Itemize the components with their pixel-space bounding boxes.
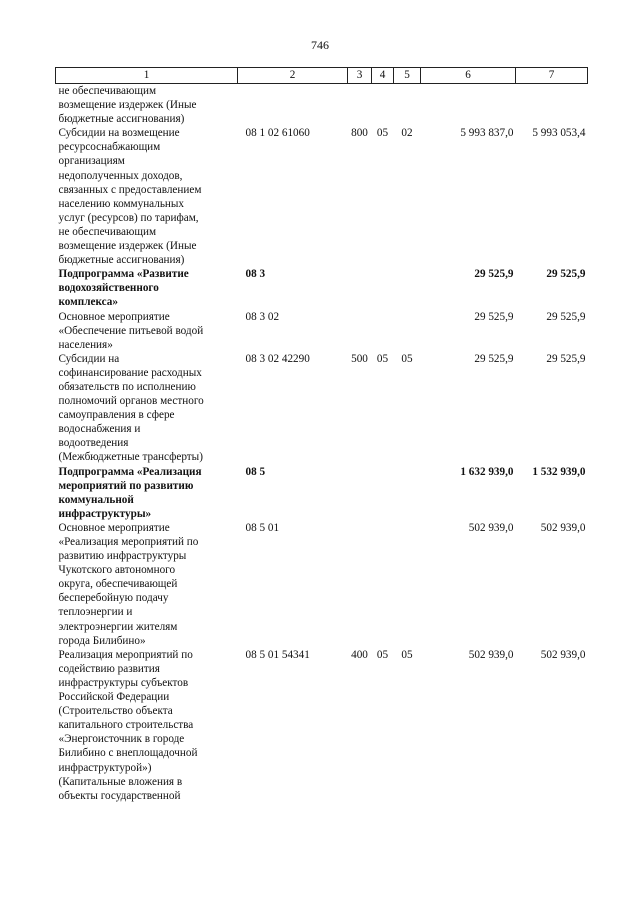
table-row <box>56 310 588 352</box>
row-subsection <box>394 465 421 521</box>
row-subsection: 02 <box>401 127 413 140</box>
column-header-subsection: 5 <box>394 68 421 84</box>
row-expense-type: 500 <box>351 352 368 365</box>
table-row <box>56 648 588 803</box>
column-number-header-row <box>56 68 588 84</box>
row-section <box>372 521 394 648</box>
table-row-subprogram <box>56 465 588 521</box>
row-name: Основное мероприятие «Реализация мероприятий по развитию инфраструктуры Чукотского автономного округа, обеспечивающей бесперебойную подачу теплоэнергии и электроэнергии жителям города Билибино» <box>58 521 199 647</box>
row-target-code <box>238 84 348 127</box>
row-name: не обеспечивающим возмещение издержек (Иные бюджетные ассигнования) <box>58 85 197 126</box>
row-section: 05 <box>376 127 389 140</box>
row-name: Субсидии на возмещение ресурсоснабжающим организациям недополученных доходов, связанных с предоставлением населению коммунальных услуг (ресурсов) по тарифам, не обеспечивающим возмещение издержек (Иные бюджетные ассигнования) <box>58 127 202 267</box>
row-expense-type: 800 <box>351 127 368 140</box>
row-section <box>372 267 394 309</box>
row-target-code: 08 5 01 <box>245 521 280 534</box>
row-name: Подпрограмма «Реализация мероприятий по развитию коммунальной инфраструктуры» <box>58 465 202 520</box>
row-amount-2: 29 525,9 <box>546 268 586 281</box>
row-target-code: 08 3 02 42290 <box>245 352 310 365</box>
column-header-amount-1: 6 <box>421 68 516 84</box>
budget-table <box>55 67 588 803</box>
row-expense-type: 400 <box>351 648 368 661</box>
row-section: 05 <box>376 648 389 661</box>
column-header-name: 1 <box>56 68 238 84</box>
row-amount-1: 502 939,0 <box>468 648 514 661</box>
row-amount-1 <box>421 84 516 127</box>
table-row <box>56 521 588 648</box>
row-target-code: 08 1 02 61060 <box>245 127 310 140</box>
row-name: Основное мероприятие «Обеспечение питьевой водой населения» <box>58 310 204 351</box>
row-expense-type <box>348 267 372 309</box>
table-row <box>56 352 588 465</box>
row-target-code: 08 5 <box>245 465 266 478</box>
row-expense-type <box>348 465 372 521</box>
row-subsection <box>394 310 421 352</box>
row-subsection <box>394 267 421 309</box>
row-target-code: 08 5 01 54341 <box>245 648 310 661</box>
row-amount-2: 1 532 939,0 <box>532 465 586 478</box>
row-amount-1: 29 525,9 <box>474 268 514 281</box>
column-header-expense-type: 3 <box>348 68 372 84</box>
row-target-code: 08 3 02 <box>245 310 280 323</box>
row-target-code: 08 3 <box>245 268 266 281</box>
row-amount-1: 5 993 837,0 <box>460 127 514 140</box>
column-header-target-code: 2 <box>238 68 348 84</box>
row-amount-1: 502 939,0 <box>468 521 514 534</box>
row-expense-type <box>348 521 372 648</box>
row-subsection <box>394 521 421 648</box>
row-subsection: 05 <box>401 352 413 365</box>
table-row <box>56 84 588 127</box>
row-subsection <box>394 84 421 127</box>
row-section <box>372 310 394 352</box>
row-section <box>372 465 394 521</box>
row-amount-2: 502 939,0 <box>540 521 586 534</box>
row-amount-1: 29 525,9 <box>474 310 514 323</box>
row-amount-1: 29 525,9 <box>474 352 514 365</box>
row-subsection: 05 <box>401 648 413 661</box>
row-amount-2: 29 525,9 <box>546 352 586 365</box>
row-amount-2 <box>516 84 588 127</box>
row-name: Подпрограмма «Развитие водохозяйственного комплекса» <box>58 268 189 309</box>
row-expense-type <box>348 310 372 352</box>
table-row <box>56 126 588 267</box>
row-amount-2: 29 525,9 <box>546 310 586 323</box>
row-name: Субсидии на софинансирование расходных обязательств по исполнению полномочий органов местного самоуправления в сфере водоснабжения и водоотведения (Межбюджетные трансферты) <box>58 352 204 464</box>
row-amount-2: 5 993 053,4 <box>532 127 586 140</box>
row-section <box>372 84 394 127</box>
table-row-subprogram <box>56 267 588 309</box>
column-header-section: 4 <box>372 68 394 84</box>
table-body <box>56 84 588 803</box>
row-expense-type <box>348 84 372 127</box>
row-name: Реализация мероприятий по содействию развития инфраструктуры субъектов Российской Федерации (Строительство объекта капитального строительства «Энергоисточник в городе Билибино с внеплощадочной инфраструктурой») (Капитальные вложения в объекты государственной <box>58 648 198 802</box>
row-amount-1: 1 632 939,0 <box>460 465 514 478</box>
row-section: 05 <box>376 352 389 365</box>
column-header-amount-2: 7 <box>516 68 588 84</box>
row-amount-2: 502 939,0 <box>540 648 586 661</box>
page-number: 746 <box>311 38 329 52</box>
